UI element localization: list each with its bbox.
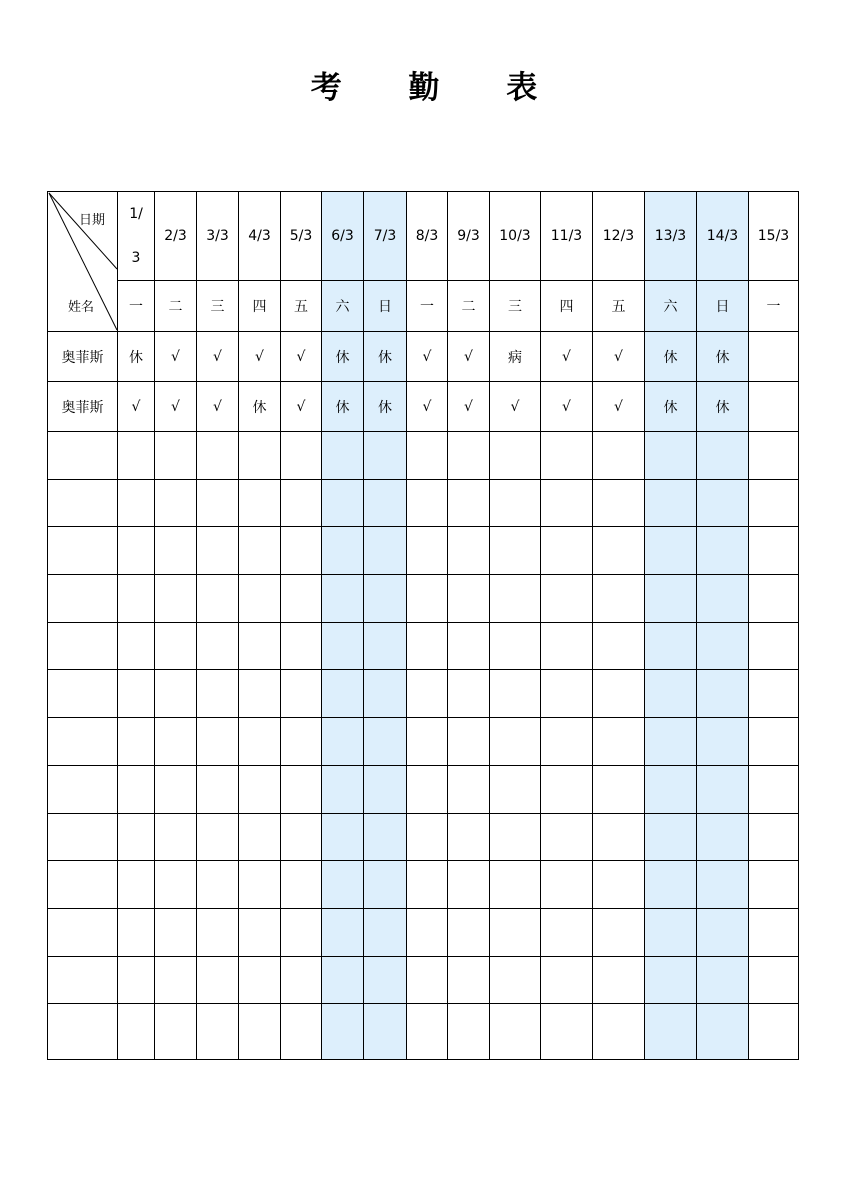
employee-name-cell[interactable] [48,861,118,909]
attendance-cell[interactable] [749,718,799,766]
attendance-cell[interactable] [118,670,155,718]
attendance-cell[interactable] [118,527,155,575]
attendance-cell[interactable]: 休 [322,332,364,382]
attendance-cell[interactable] [239,575,281,623]
attendance-cell[interactable] [118,765,155,813]
attendance-cell[interactable] [407,956,448,1004]
attendance-cell[interactable] [407,432,448,480]
attendance-cell[interactable] [239,861,281,909]
attendance-cell[interactable] [197,718,239,766]
attendance-cell[interactable] [541,479,593,527]
attendance-cell[interactable] [541,908,593,956]
attendance-cell[interactable] [322,622,364,670]
attendance-cell[interactable] [697,479,749,527]
empty-row [48,670,799,718]
attendance-cell[interactable] [645,956,697,1004]
attendance-cell[interactable] [281,813,322,861]
weekday-cell: 四 [541,281,593,332]
employee-name-cell[interactable] [48,813,118,861]
attendance-cell[interactable] [749,1004,799,1060]
attendance-cell[interactable] [239,527,281,575]
attendance-cell[interactable] [407,861,448,909]
empty-row [48,908,799,956]
employee-name-cell[interactable] [48,1004,118,1060]
attendance-cell[interactable] [448,861,490,909]
attendance-cell[interactable] [197,956,239,1004]
employee-name-cell[interactable] [48,718,118,766]
weekday-cell: 二 [155,281,197,332]
attendance-cell[interactable] [448,670,490,718]
attendance-cell[interactable] [155,813,197,861]
attendance-cell[interactable] [281,861,322,909]
employee-name-cell[interactable] [48,670,118,718]
weekday-cell: 日 [364,281,407,332]
attendance-cell[interactable] [645,765,697,813]
attendance-cell[interactable] [155,479,197,527]
attendance-cell[interactable] [281,575,322,623]
attendance-cell[interactable] [407,527,448,575]
date-header-cell: 9/3 [448,192,490,281]
attendance-cell[interactable] [749,813,799,861]
attendance-cell[interactable] [593,432,645,480]
attendance-cell[interactable] [364,861,407,909]
attendance-cell[interactable] [697,765,749,813]
attendance-cell[interactable] [364,622,407,670]
empty-row [48,575,799,623]
attendance-cell[interactable] [490,527,541,575]
attendance-cell[interactable] [364,765,407,813]
date-header-cell: 8/3 [407,192,448,281]
attendance-cell[interactable] [541,765,593,813]
weekday-cell: 日 [697,281,749,332]
attendance-cell[interactable] [645,432,697,480]
employee-row [48,332,799,382]
attendance-cell[interactable] [197,622,239,670]
attendance-cell[interactable] [364,527,407,575]
attendance-cell[interactable] [448,765,490,813]
attendance-cell[interactable]: 休 [364,332,407,382]
attendance-cell[interactable] [322,765,364,813]
date-header-cell: 11/3 [541,192,593,281]
attendance-cell[interactable] [155,622,197,670]
attendance-cell[interactable] [749,575,799,623]
employee-name-cell[interactable] [48,527,118,575]
attendance-cell[interactable]: 病 [490,332,541,382]
attendance-cell[interactable]: √ [118,382,155,432]
attendance-cell[interactable] [490,956,541,1004]
date-header-cell: 1/ 3 [118,192,155,281]
attendance-cell[interactable] [490,718,541,766]
attendance-cell[interactable] [155,575,197,623]
attendance-cell[interactable] [239,956,281,1004]
attendance-cell[interactable] [197,861,239,909]
attendance-cell[interactable] [322,718,364,766]
employee-name-cell[interactable] [48,908,118,956]
attendance-table [47,191,799,1060]
date-header-cell: 12/3 [593,192,645,281]
attendance-cell[interactable] [281,1004,322,1060]
attendance-cell[interactable] [697,718,749,766]
attendance-cell[interactable] [364,479,407,527]
attendance-cell[interactable] [749,527,799,575]
attendance-cell[interactable] [239,622,281,670]
attendance-cell[interactable] [118,718,155,766]
attendance-cell[interactable] [490,1004,541,1060]
date-header-cell-weekend: 14/3 [697,192,749,281]
attendance-cell[interactable] [197,908,239,956]
date-header-cell-weekend: 6/3 [322,192,364,281]
weekday-cell: 五 [593,281,645,332]
attendance-cell[interactable]: √ [197,332,239,382]
attendance-cell[interactable] [407,765,448,813]
attendance-cell[interactable] [407,908,448,956]
attendance-cell[interactable] [541,622,593,670]
attendance-cell[interactable] [155,956,197,1004]
attendance-cell[interactable] [697,956,749,1004]
attendance-cell[interactable] [155,718,197,766]
attendance-cell[interactable] [322,670,364,718]
attendance-cell[interactable]: √ [281,382,322,432]
attendance-cell[interactable]: √ [541,332,593,382]
attendance-cell[interactable] [197,765,239,813]
attendance-cell[interactable] [448,908,490,956]
date-header-cell-weekend: 7/3 [364,192,407,281]
attendance-cell[interactable] [541,1004,593,1060]
attendance-cell[interactable] [697,575,749,623]
attendance-cell[interactable] [281,479,322,527]
attendance-cell[interactable] [645,670,697,718]
date-header-cell: 5/3 [281,192,322,281]
attendance-cell[interactable] [541,956,593,1004]
attendance-cell[interactable] [448,1004,490,1060]
weekday-row [48,281,799,332]
attendance-cell[interactable] [364,1004,407,1060]
weekday-cell: 六 [322,281,364,332]
attendance-cell[interactable] [749,908,799,956]
attendance-cell[interactable] [448,479,490,527]
empty-row [48,1004,799,1060]
attendance-cell[interactable]: √ [239,332,281,382]
empty-row [48,479,799,527]
weekday-cell: 一 [407,281,448,332]
attendance-cell[interactable] [197,575,239,623]
attendance-cell[interactable]: √ [197,382,239,432]
attendance-cell[interactable] [645,813,697,861]
empty-row [48,861,799,909]
attendance-cell[interactable] [697,861,749,909]
attendance-cell[interactable]: 休 [697,382,749,432]
attendance-cell[interactable] [749,670,799,718]
attendance-cell[interactable] [749,765,799,813]
attendance-cell[interactable] [593,765,645,813]
attendance-cell[interactable] [155,432,197,480]
attendance-cell[interactable]: 休 [364,382,407,432]
employee-name-cell[interactable] [48,765,118,813]
attendance-cell[interactable]: √ [593,382,645,432]
date-header-cell: 10/3 [490,192,541,281]
attendance-cell[interactable] [364,718,407,766]
attendance-cell[interactable] [364,670,407,718]
attendance-cell[interactable] [118,1004,155,1060]
attendance-cell[interactable]: 休 [645,332,697,382]
attendance-cell[interactable] [118,575,155,623]
attendance-cell[interactable] [593,908,645,956]
attendance-cell[interactable] [407,813,448,861]
attendance-cell[interactable] [239,670,281,718]
attendance-cell[interactable] [407,670,448,718]
attendance-cell[interactable] [281,765,322,813]
attendance-cell[interactable] [541,527,593,575]
attendance-cell[interactable] [448,956,490,1004]
attendance-cell[interactable] [448,718,490,766]
attendance-cell[interactable] [239,908,281,956]
employee-name-cell[interactable] [48,956,118,1004]
empty-row [48,956,799,1004]
attendance-cell[interactable] [697,1004,749,1060]
employee-name-cell[interactable] [48,432,118,480]
attendance-cell[interactable] [364,813,407,861]
attendance-cell[interactable] [749,382,799,432]
attendance-cell[interactable] [749,432,799,480]
attendance-cell[interactable] [749,861,799,909]
attendance-cell[interactable] [364,908,407,956]
attendance-cell[interactable] [645,908,697,956]
date-header-cell-weekend: 13/3 [645,192,697,281]
attendance-cell[interactable] [281,718,322,766]
attendance-cell[interactable] [645,575,697,623]
attendance-cell[interactable] [490,813,541,861]
attendance-cell[interactable] [118,622,155,670]
attendance-cell[interactable] [448,622,490,670]
attendance-cell[interactable] [407,575,448,623]
attendance-cell[interactable] [281,527,322,575]
attendance-cell[interactable] [364,956,407,1004]
attendance-cell[interactable] [281,908,322,956]
employee-name-cell[interactable]: 奥菲斯 [48,382,118,432]
attendance-cell[interactable] [593,1004,645,1060]
attendance-cell[interactable] [593,813,645,861]
attendance-cell[interactable] [407,1004,448,1060]
attendance-cell[interactable] [593,670,645,718]
attendance-cell[interactable] [239,432,281,480]
attendance-cell[interactable] [645,622,697,670]
date-header-cell: 2/3 [155,192,197,281]
attendance-cell[interactable] [322,956,364,1004]
attendance-cell[interactable] [155,861,197,909]
attendance-cell[interactable] [407,479,448,527]
date-header-cell: 3/3 [197,192,239,281]
attendance-cell[interactable] [281,670,322,718]
attendance-cell[interactable]: √ [593,332,645,382]
employee-name-cell[interactable] [48,575,118,623]
empty-row [48,622,799,670]
attendance-cell[interactable] [541,861,593,909]
attendance-cell[interactable] [197,432,239,480]
attendance-cell[interactable]: √ [281,332,322,382]
attendance-cell[interactable]: √ [155,332,197,382]
attendance-cell[interactable] [490,765,541,813]
attendance-cell[interactable] [541,670,593,718]
attendance-cell[interactable] [749,332,799,382]
attendance-cell[interactable]: 休 [118,332,155,382]
attendance-cell[interactable] [490,670,541,718]
attendance-cell[interactable] [490,479,541,527]
weekday-cell: 三 [490,281,541,332]
attendance-cell[interactable] [322,861,364,909]
attendance-cell[interactable] [448,527,490,575]
attendance-cell[interactable] [239,765,281,813]
attendance-cell[interactable] [118,432,155,480]
attendance-cell[interactable] [322,432,364,480]
attendance-cell[interactable] [697,670,749,718]
employee-row [48,382,799,432]
attendance-cell[interactable] [490,575,541,623]
attendance-cell[interactable] [490,622,541,670]
empty-row [48,813,799,861]
attendance-cell[interactable] [645,861,697,909]
attendance-cell[interactable] [322,813,364,861]
attendance-cell[interactable] [697,813,749,861]
weekday-cell: 一 [118,281,155,332]
attendance-cell[interactable] [239,1004,281,1060]
corner-header-cell [48,192,118,332]
attendance-cell[interactable] [541,718,593,766]
attendance-cell[interactable] [239,479,281,527]
attendance-cell[interactable] [239,813,281,861]
attendance-cell[interactable] [239,718,281,766]
attendance-cell[interactable] [197,813,239,861]
attendance-cell[interactable] [407,622,448,670]
attendance-cell[interactable] [281,432,322,480]
attendance-cell[interactable] [593,956,645,1004]
attendance-cell[interactable] [490,861,541,909]
attendance-cell[interactable]: 休 [322,382,364,432]
attendance-cell[interactable] [593,622,645,670]
attendance-cell[interactable] [541,575,593,623]
weekday-cell: 四 [239,281,281,332]
date-header-cell: 4/3 [239,192,281,281]
empty-row [48,527,799,575]
attendance-cell[interactable] [118,956,155,1004]
attendance-cell[interactable]: 休 [697,332,749,382]
attendance-cell[interactable] [749,479,799,527]
employee-name-cell[interactable] [48,622,118,670]
attendance-cell[interactable] [155,908,197,956]
attendance-cell[interactable] [490,432,541,480]
attendance-cell[interactable] [118,813,155,861]
empty-row [48,718,799,766]
attendance-cell[interactable] [118,861,155,909]
weekday-cell: 六 [645,281,697,332]
attendance-cell[interactable]: √ [407,332,448,382]
attendance-cell[interactable] [697,432,749,480]
attendance-cell[interactable] [197,1004,239,1060]
attendance-cell[interactable] [749,956,799,1004]
attendance-cell[interactable] [541,813,593,861]
attendance-cell[interactable] [593,479,645,527]
attendance-cell[interactable] [364,432,407,480]
attendance-cell[interactable] [364,575,407,623]
attendance-cell[interactable] [322,527,364,575]
attendance-cell[interactable] [593,718,645,766]
attendance-cell[interactable]: √ [448,332,490,382]
employee-name-cell[interactable]: 奥菲斯 [48,332,118,382]
attendance-cell[interactable] [448,432,490,480]
attendance-cell[interactable] [281,956,322,1004]
attendance-cell[interactable] [197,479,239,527]
attendance-cell[interactable] [322,575,364,623]
date-axis-label: 日期 [78,213,105,228]
attendance-cell[interactable] [645,718,697,766]
page-title: 考 勤 表 [310,70,566,106]
attendance-cell[interactable] [645,527,697,575]
attendance-cell[interactable] [281,622,322,670]
attendance-cell[interactable] [448,575,490,623]
name-axis-label: 姓名 [68,300,95,315]
weekday-cell: 一 [749,281,799,332]
attendance-cell[interactable] [322,908,364,956]
attendance-cell[interactable] [697,622,749,670]
attendance-cell[interactable] [593,527,645,575]
attendance-cell[interactable] [407,718,448,766]
attendance-cell[interactable] [197,670,239,718]
attendance-cell[interactable] [155,1004,197,1060]
attendance-cell[interactable] [155,765,197,813]
attendance-cell[interactable]: √ [155,382,197,432]
attendance-cell[interactable] [322,479,364,527]
attendance-cell[interactable] [593,575,645,623]
attendance-cell[interactable] [118,908,155,956]
attendance-cell[interactable] [645,479,697,527]
attendance-cell[interactable] [697,908,749,956]
attendance-cell[interactable] [155,670,197,718]
date-header-cell: 15/3 [749,192,799,281]
attendance-cell[interactable]: √ [407,382,448,432]
attendance-cell[interactable]: √ [448,382,490,432]
weekday-cell: 三 [197,281,239,332]
attendance-cell[interactable]: 休 [645,382,697,432]
attendance-cell[interactable]: √ [541,382,593,432]
attendance-cell[interactable] [645,1004,697,1060]
attendance-cell[interactable] [593,861,645,909]
empty-row [48,765,799,813]
attendance-cell[interactable] [197,527,239,575]
attendance-cell[interactable]: 休 [239,382,281,432]
attendance-cell[interactable] [541,432,593,480]
employee-name-cell[interactable] [48,479,118,527]
attendance-cell[interactable] [448,813,490,861]
date-row [48,192,799,281]
attendance-cell[interactable] [749,622,799,670]
empty-row [48,432,799,480]
attendance-cell[interactable] [118,479,155,527]
attendance-cell[interactable] [697,527,749,575]
weekday-cell: 二 [448,281,490,332]
attendance-cell[interactable]: √ [490,382,541,432]
attendance-cell[interactable] [490,908,541,956]
attendance-cell[interactable] [155,527,197,575]
weekday-cell: 五 [281,281,322,332]
attendance-cell[interactable] [322,1004,364,1060]
